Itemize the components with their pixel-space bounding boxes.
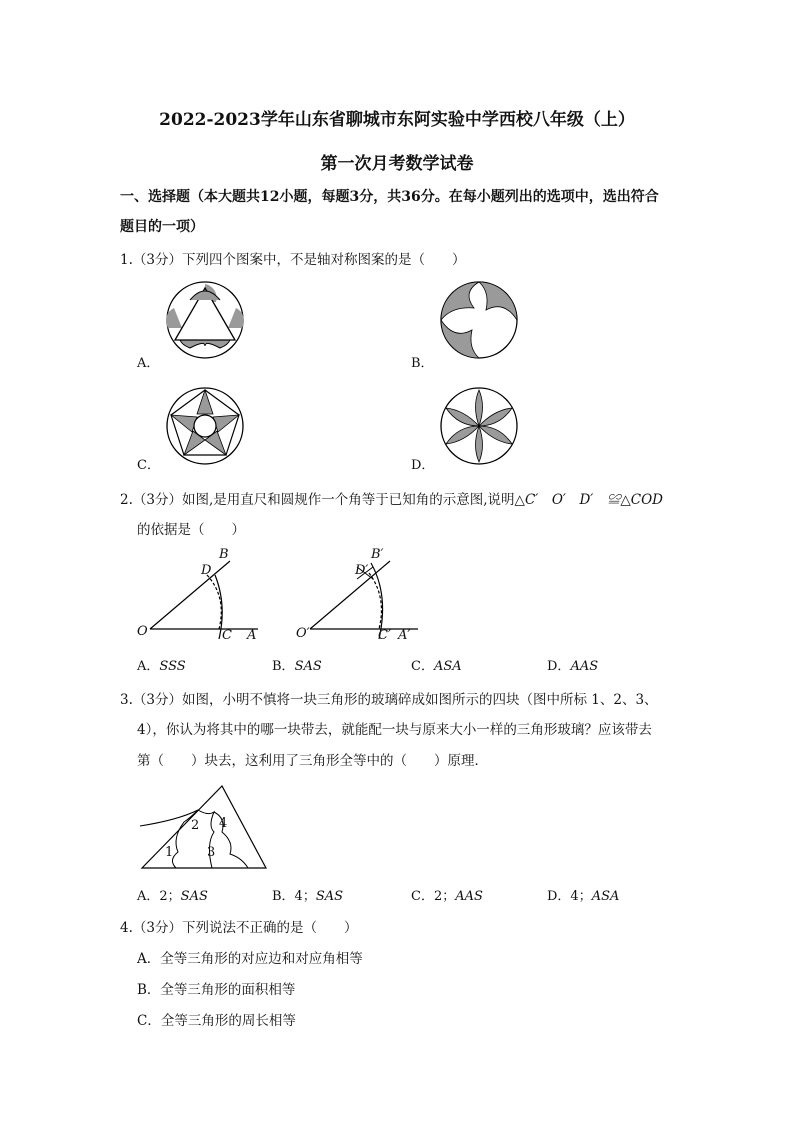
q2-option-c-label: C． — [411, 659, 434, 674]
q1-figure-c — [160, 386, 250, 466]
q3-option-d — [547, 885, 619, 904]
q2-right-label-d: D′ — [355, 563, 369, 578]
q2-left-label-c: C — [222, 628, 232, 643]
q3-piece-2: 2 — [191, 818, 200, 833]
q2-option-d-label: D． — [547, 659, 571, 674]
q2-left-label-a: A — [247, 628, 257, 643]
q3-option-a-label: A．2； — [137, 889, 181, 904]
q3-option-c-label: C．2； — [411, 889, 456, 904]
q3-option-d-label: D．4； — [547, 889, 592, 904]
q1-figure-a — [160, 280, 250, 360]
section-heading — [120, 182, 690, 242]
q3-option-a-value: SAS — [180, 889, 208, 904]
q1-figure-b — [434, 280, 524, 360]
q1-option-b-label: B． — [411, 356, 434, 371]
title-line-1: 2022-2023学年山东省聊城市东阿实验中学西校八年级（上） — [159, 110, 635, 130]
section-heading-line-2: 题目的一项） — [120, 219, 204, 235]
q3-stem-line-2: 4），你认为将其中的哪一块带去，就能配一块与原来大小一样的三角形玻璃？应该带去 — [137, 722, 652, 738]
q2-left-label-d: D — [201, 563, 212, 578]
q1-option-a-label: A． — [137, 356, 160, 371]
q2-option-d — [547, 655, 598, 674]
q4-stem: 4.（3分）下列说法不正确的是（ ） — [120, 920, 358, 936]
q2-right-label-c: C′ — [378, 628, 391, 643]
q4-option-c: C．全等三角形的周长相等 — [137, 1013, 296, 1029]
q2-option-a-label: A． — [137, 659, 160, 674]
q3-piece-3: 3 — [207, 845, 216, 860]
q2-option-c — [411, 655, 462, 674]
q3-piece-4: 4 — [219, 816, 228, 831]
q1-option-c-label: C． — [137, 458, 160, 473]
q4-option-b: B．全等三角形的面积相等 — [137, 982, 296, 998]
q3-option-c-value: AAS — [455, 889, 483, 904]
title-line-2: 第一次月考数学试卷 — [320, 154, 474, 174]
q1-option-d-label: D． — [411, 458, 435, 473]
q2-left-label-o: O — [137, 624, 148, 639]
q2-option-b-value: SAS — [294, 659, 322, 674]
q3-option-b — [272, 885, 343, 904]
q3-option-b-value: SAS — [315, 889, 344, 904]
q3-option-a — [137, 885, 208, 904]
q2-left-label-b: B — [219, 547, 229, 562]
q2-congruence: C′ O′ D′ ≌△COD — [524, 492, 663, 508]
q3-triangle-figure — [138, 782, 270, 872]
q2-right-label-b: B′ — [371, 547, 384, 562]
q1-figure-d — [434, 386, 524, 466]
q1-stem: 1.（3分）下列四个图案中，不是轴对称图案的是（ ） — [120, 252, 466, 268]
q2-option-a-value: SSS — [159, 659, 186, 674]
q2-option-d-value: AAS — [570, 659, 599, 674]
q2-option-b-label: B． — [272, 659, 295, 674]
q3-option-c — [411, 885, 483, 904]
q3-stem-line-3: 第（ ）块去，这利用了三角形全等中的（ ）原理． — [137, 753, 488, 769]
q2-stem-line-2: 的依据是（ ） — [137, 522, 245, 538]
q2-option-c-value: ASA — [433, 659, 462, 674]
q2-option-a — [137, 655, 186, 674]
section-heading-line-1: 一、选择题（本大题共12小题，每题3分，共36分。在每小题列出的选项中，选出符合 — [120, 189, 659, 205]
q3-option-d-value: ASA — [591, 889, 620, 904]
q4-option-a: A．全等三角形的对应边和对应角相等 — [137, 951, 363, 967]
q3-stem-line-1: 3.（3分）如图，小明不慎将一块三角形的玻璃碎成如图所示的四块（图中所标 1、2、3、 — [120, 692, 658, 708]
q2-stem-line-1 — [120, 488, 663, 508]
q3-option-b-label: B．4； — [272, 889, 316, 904]
q2-right-label-o: O′ — [296, 626, 310, 641]
q2-right-label-a: A′ — [398, 628, 411, 643]
q2-option-b — [272, 655, 322, 674]
q3-piece-1: 1 — [165, 845, 174, 860]
q2-stem-text: 2.（3分）如图,是用直尺和圆规作一个角等于已知角的示意图,说明△ — [120, 492, 525, 508]
q2-figure-left — [135, 545, 265, 645]
